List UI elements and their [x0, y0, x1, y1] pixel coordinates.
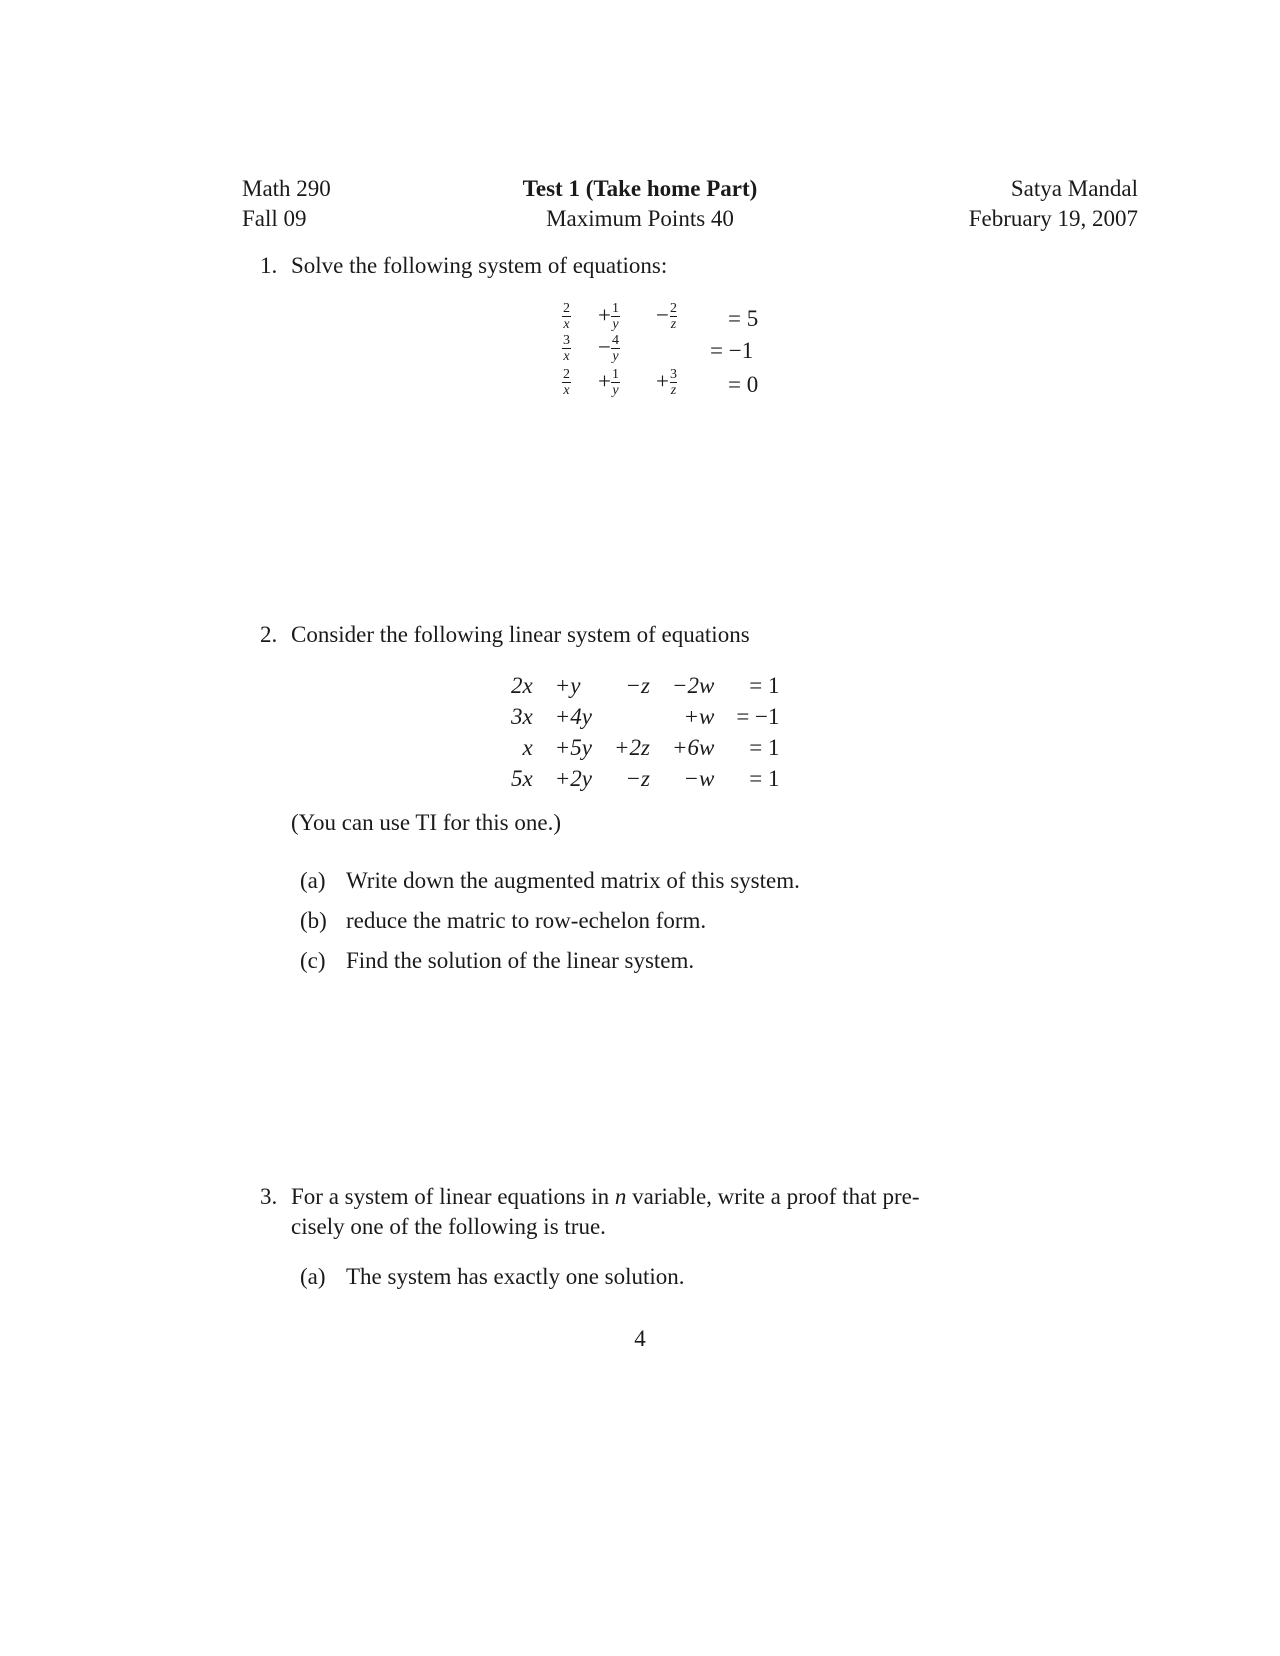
q2-equation-system: [500, 670, 791, 794]
test-title: Test 1 (Take home Part): [522, 176, 758, 201]
page-number: 4: [634, 1326, 646, 1351]
q3-number: 3.: [260, 1184, 278, 1209]
q2-y-term: +2y: [554, 766, 592, 791]
q2-z-term: −z: [625, 673, 650, 698]
q2-rhs: = 1: [749, 673, 780, 698]
q2-x-term: 3x: [511, 704, 533, 729]
q3-part-a-label: (a): [300, 1264, 326, 1289]
q2-w-term: +w: [683, 704, 715, 729]
test-subtitle: Maximum Points 40: [546, 206, 734, 231]
q3-text-post: variable, write a proof that pre-: [632, 1184, 920, 1209]
q2-z-term: +2z: [613, 735, 650, 760]
test-date: February 19, 2007: [968, 206, 1138, 231]
q1-term-z: − $\frac{2}{z}$: [656, 301, 677, 332]
q3-text-line1: [291, 1184, 919, 1210]
q2-rhs: = −1: [736, 704, 780, 729]
q2-z-term: −z: [625, 766, 650, 791]
author-name: Satya Mandal: [1010, 176, 1138, 201]
q1-term-y: − $\frac{4}{y}$: [598, 333, 619, 364]
q1-term-x: $\frac{3}{x}$: [563, 333, 570, 364]
q2-equation-row: [500, 701, 791, 732]
course-term: Fall 09: [242, 206, 307, 231]
q1-term-z: + $\frac{3}{z}$: [656, 367, 677, 398]
q1-number: 1.: [260, 253, 278, 278]
q3-variable-n: n: [614, 1184, 627, 1209]
q2-part-b-text: reduce the matric to row-echelon form.: [346, 908, 707, 933]
q2-y-term: +5y: [554, 735, 592, 760]
q2-rhs: = 1: [749, 735, 780, 760]
q1-rhs: = 0: [728, 372, 759, 397]
q2-y-term: +4y: [554, 704, 592, 729]
q2-part-a-label: (a): [300, 868, 326, 893]
q2-equation-row: [500, 763, 791, 794]
q2-part-c-text: Find the solution of the linear system.: [346, 948, 695, 973]
q1-term-y: + $\frac{1}{y}$: [598, 367, 619, 398]
q2-x-term: 5x: [511, 766, 533, 791]
course-name: Math 290: [242, 176, 331, 201]
q2-x-term: 2x: [511, 673, 533, 698]
q2-part-b-label: (b): [300, 908, 327, 933]
q1-text: Solve the following system of equations:: [291, 253, 668, 278]
q3-text-line2: cisely one of the following is true.: [291, 1214, 606, 1239]
q2-x-term: x: [522, 735, 533, 760]
q2-w-term: −w: [683, 766, 715, 791]
q1-rhs: = −1: [710, 338, 754, 363]
q2-y-term: +y: [554, 673, 581, 698]
q1-rhs: = 5: [728, 306, 759, 331]
q2-rhs: = 1: [749, 766, 780, 791]
q3-text-pre: For a system of linear equations in: [291, 1184, 610, 1209]
q2-text: Consider the following linear system of equations: [291, 622, 750, 647]
q1-term-y: + $\frac{1}{y}$: [598, 301, 619, 332]
q2-equation-row: [500, 670, 791, 701]
q2-number: 2.: [260, 622, 278, 647]
q2-w-term: −2w: [671, 673, 715, 698]
q2-z-term: [603, 701, 661, 732]
q2-part-a-text: Write down the augmented matrix of this system.: [346, 868, 800, 893]
q2-w-term: +6w: [671, 735, 715, 760]
q1-term-x: $\frac{2}{x}$: [563, 301, 570, 332]
q2-part-c-label: (c): [300, 948, 326, 973]
q2-note: (You can use TI for this one.): [291, 810, 562, 835]
q3-part-a-text: The system has exactly one solution.: [346, 1264, 685, 1289]
q2-equation-row: [500, 732, 791, 763]
q1-term-x: $\frac{2}{x}$: [563, 367, 570, 398]
